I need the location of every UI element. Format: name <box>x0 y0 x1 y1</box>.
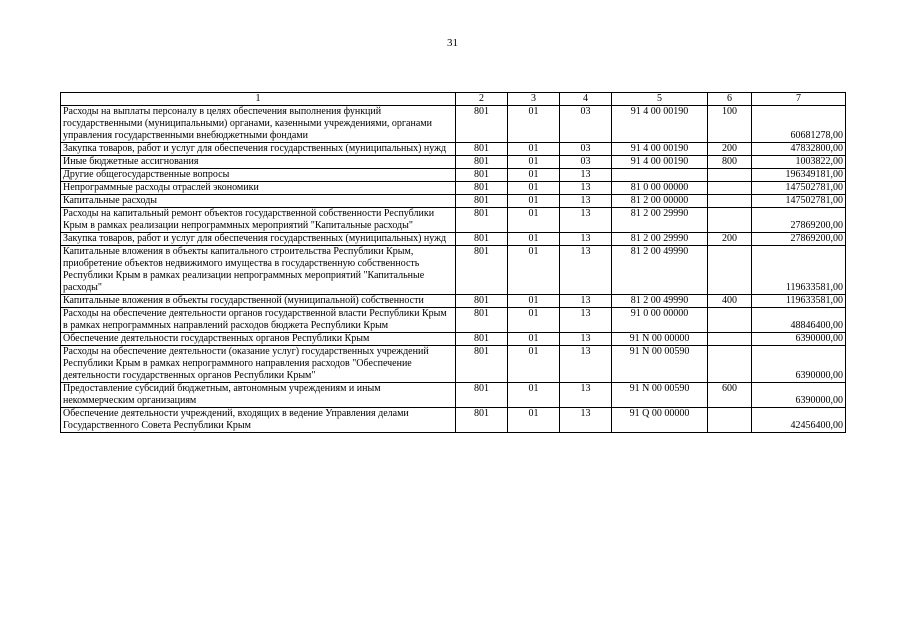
row-expense-type-cell: 800 <box>708 156 752 169</box>
row-section-cell: 01 <box>508 195 560 208</box>
page-number: 31 <box>447 37 458 49</box>
row-section-cell: 01 <box>508 233 560 246</box>
row-subsection-cell: 13 <box>560 169 612 182</box>
row-section-cell: 01 <box>508 408 560 433</box>
row-section-cell: 01 <box>508 156 560 169</box>
table-row <box>61 333 846 346</box>
row-expense-type-cell <box>708 308 752 333</box>
row-grbs-cell: 801 <box>456 169 508 182</box>
row-amount-cell: 119633581,00 <box>752 295 846 308</box>
row-grbs-cell: 801 <box>456 333 508 346</box>
row-name-cell: Предоставление субсидий бюджетным, автономным учреждениям и иным некоммерческим организациям <box>61 383 456 408</box>
budget-table <box>60 92 846 433</box>
row-amount-cell: 6390000,00 <box>752 333 846 346</box>
row-name-cell: Капитальные расходы <box>61 195 456 208</box>
row-grbs-cell: 801 <box>456 106 508 143</box>
row-grbs-cell: 801 <box>456 182 508 195</box>
row-expense-type-cell <box>708 246 752 295</box>
row-section-cell: 01 <box>508 308 560 333</box>
row-target-article-cell: 81 2 00 00000 <box>612 195 708 208</box>
header-cell: 1 <box>61 93 456 106</box>
row-expense-type-cell <box>708 408 752 433</box>
row-section-cell: 01 <box>508 182 560 195</box>
row-name-cell: Расходы на капитальный ремонт объектов государственной собственности Республики Крым в рамках реализации непрограммных мероприятий "Капитальные расходы" <box>61 208 456 233</box>
row-section-cell: 01 <box>508 333 560 346</box>
row-subsection-cell: 03 <box>560 106 612 143</box>
table-row <box>61 408 846 433</box>
header-row <box>61 93 846 106</box>
header-cell: 3 <box>508 93 560 106</box>
row-section-cell: 01 <box>508 246 560 295</box>
row-grbs-cell: 801 <box>456 208 508 233</box>
row-expense-type-cell: 100 <box>708 106 752 143</box>
row-name-cell: Капитальные вложения в объекты капитального строительства Республики Крым, приобретение объектов недвижимого имущества в государственную собственность Республики Крым в рамках реализации непрограммных мероприятий "Капитальные расходы" <box>61 246 456 295</box>
row-amount-cell: 147502781,00 <box>752 195 846 208</box>
row-amount-cell: 1003822,00 <box>752 156 846 169</box>
table-row <box>61 169 846 182</box>
row-target-article-cell: 91 N 00 00000 <box>612 333 708 346</box>
row-target-article-cell: 91 N 00 00590 <box>612 346 708 383</box>
row-target-article-cell: 81 2 00 49990 <box>612 295 708 308</box>
table-row <box>61 156 846 169</box>
row-target-article-cell: 91 Q 00 00000 <box>612 408 708 433</box>
row-grbs-cell: 801 <box>456 383 508 408</box>
table-row <box>61 308 846 333</box>
row-amount-cell: 60681278,00 <box>752 106 846 143</box>
row-expense-type-cell <box>708 169 752 182</box>
table-row <box>61 383 846 408</box>
header-cell: 5 <box>612 93 708 106</box>
row-subsection-cell: 13 <box>560 182 612 195</box>
row-target-article-cell: 91 N 00 00590 <box>612 383 708 408</box>
row-subsection-cell: 13 <box>560 346 612 383</box>
row-subsection-cell: 13 <box>560 308 612 333</box>
row-section-cell: 01 <box>508 208 560 233</box>
row-grbs-cell: 801 <box>456 233 508 246</box>
row-name-cell: Капитальные вложения в объекты государственной (муниципальной) собственности <box>61 295 456 308</box>
row-expense-type-cell: 200 <box>708 143 752 156</box>
row-subsection-cell: 13 <box>560 295 612 308</box>
row-grbs-cell: 801 <box>456 295 508 308</box>
table-row <box>61 143 846 156</box>
header-cell: 2 <box>456 93 508 106</box>
row-grbs-cell: 801 <box>456 143 508 156</box>
table-row <box>61 182 846 195</box>
row-amount-cell: 147502781,00 <box>752 182 846 195</box>
row-name-cell: Непрограммные расходы отраслей экономики <box>61 182 456 195</box>
row-target-article-cell: 91 4 00 00190 <box>612 106 708 143</box>
row-subsection-cell: 03 <box>560 156 612 169</box>
row-section-cell: 01 <box>508 143 560 156</box>
row-target-article-cell: 81 0 00 00000 <box>612 182 708 195</box>
row-grbs-cell: 801 <box>456 346 508 383</box>
row-expense-type-cell <box>708 208 752 233</box>
row-amount-cell: 119633581,00 <box>752 246 846 295</box>
row-expense-type-cell <box>708 195 752 208</box>
table-row <box>61 246 846 295</box>
row-amount-cell: 27869200,00 <box>752 233 846 246</box>
row-subsection-cell: 13 <box>560 408 612 433</box>
row-expense-type-cell <box>708 333 752 346</box>
row-subsection-cell: 13 <box>560 333 612 346</box>
header-cell: 6 <box>708 93 752 106</box>
row-grbs-cell: 801 <box>456 195 508 208</box>
row-section-cell: 01 <box>508 383 560 408</box>
row-section-cell: 01 <box>508 295 560 308</box>
row-name-cell: Другие общегосударственные вопросы <box>61 169 456 182</box>
header-cell: 7 <box>752 93 846 106</box>
row-expense-type-cell: 400 <box>708 295 752 308</box>
row-name-cell: Закупка товаров, работ и услуг для обеспечения государственных (муниципальных) нужд <box>61 143 456 156</box>
table-row <box>61 346 846 383</box>
row-name-cell: Обеспечение деятельности государственных органов Республики Крым <box>61 333 456 346</box>
row-subsection-cell: 13 <box>560 208 612 233</box>
row-amount-cell: 6390000,00 <box>752 383 846 408</box>
table-row <box>61 295 846 308</box>
header-cell: 4 <box>560 93 612 106</box>
row-name-cell: Расходы на обеспечение деятельности (оказание услуг) государственных учреждений Республики Крым в рамках непрограммного направления расходов "Обеспечение деятельности государственных органов Республики Крым" <box>61 346 456 383</box>
row-target-article-cell: 91 4 00 00190 <box>612 143 708 156</box>
row-grbs-cell: 801 <box>456 408 508 433</box>
row-target-article-cell: 91 0 00 00000 <box>612 308 708 333</box>
row-subsection-cell: 13 <box>560 233 612 246</box>
row-amount-cell: 6390000,00 <box>752 346 846 383</box>
row-amount-cell: 42456400,00 <box>752 408 846 433</box>
table-row <box>61 106 846 143</box>
row-target-article-cell: 81 2 00 49990 <box>612 246 708 295</box>
row-expense-type-cell <box>708 346 752 383</box>
row-amount-cell: 27869200,00 <box>752 208 846 233</box>
row-subsection-cell: 13 <box>560 246 612 295</box>
row-expense-type-cell: 200 <box>708 233 752 246</box>
row-name-cell: Иные бюджетные ассигнования <box>61 156 456 169</box>
row-target-article-cell: 81 2 00 29990 <box>612 233 708 246</box>
row-subsection-cell: 13 <box>560 383 612 408</box>
row-amount-cell: 196349181,00 <box>752 169 846 182</box>
row-section-cell: 01 <box>508 106 560 143</box>
row-amount-cell: 47832800,00 <box>752 143 846 156</box>
row-grbs-cell: 801 <box>456 308 508 333</box>
row-expense-type-cell: 600 <box>708 383 752 408</box>
row-expense-type-cell <box>708 182 752 195</box>
row-name-cell: Закупка товаров, работ и услуг для обеспечения государственных (муниципальных) нужд <box>61 233 456 246</box>
row-name-cell: Обеспечение деятельности учреждений, входящих в ведение Управления делами Государственного Совета Республики Крым <box>61 408 456 433</box>
row-subsection-cell: 03 <box>560 143 612 156</box>
row-subsection-cell: 13 <box>560 195 612 208</box>
row-name-cell: Расходы на выплаты персоналу в целях обеспечения выполнения функций государственными (муниципальными) органами, казенными учреждениями, органами управления государственными внебюджетными фондами <box>61 106 456 143</box>
row-target-article-cell: 81 2 00 29990 <box>612 208 708 233</box>
row-target-article-cell: 91 4 00 00190 <box>612 156 708 169</box>
row-section-cell: 01 <box>508 346 560 383</box>
row-grbs-cell: 801 <box>456 246 508 295</box>
row-amount-cell: 48846400,00 <box>752 308 846 333</box>
row-section-cell: 01 <box>508 169 560 182</box>
row-target-article-cell <box>612 169 708 182</box>
row-name-cell: Расходы на обеспечение деятельности органов государственной власти Республики Крым в рамках непрограммных направлений расходов бюджета Республики Крым <box>61 308 456 333</box>
table-row <box>61 233 846 246</box>
table-row <box>61 195 846 208</box>
table-row <box>61 208 846 233</box>
row-grbs-cell: 801 <box>456 156 508 169</box>
